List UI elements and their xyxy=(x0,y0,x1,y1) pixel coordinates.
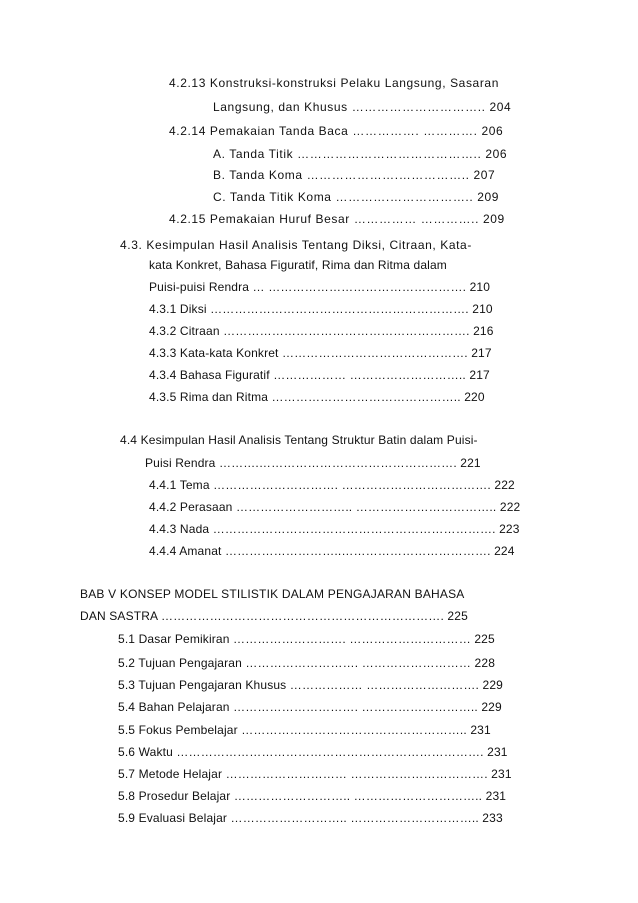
toc-chapter-bab-v-continued: DAN SASTRA ……………………………………………………………. 225 xyxy=(80,609,468,623)
toc-entry-4-4-3: 4.4.3 Nada ……………………………………………………………. 223 xyxy=(149,522,520,536)
toc-entry-tanda-titik-koma: C. Tanda Titik Koma ………….……………….. 209 xyxy=(213,190,500,204)
toc-entry-5-3: 5.3 Tujuan Pengajaran Khusus ……………… ………………………. 229 xyxy=(118,678,503,692)
toc-chapter-bab-v: BAB V KONSEP MODEL STILISTIK DALAM PENGAJARAN BAHASA xyxy=(80,587,465,601)
toc-entry-tanda-titik: A. Tanda Titik …………………………………….. 206 xyxy=(213,147,508,161)
toc-entry-5-9: 5.9 Evaluasi Belajar ……………………….. ………………………….. 233 xyxy=(118,811,503,825)
toc-entry-4-3-5: 4.3.5 Rima dan Ritma ……………………………………….. 220 xyxy=(149,390,485,404)
toc-entry-5-4: 5.4 Bahan Pelajaran …………………………. ……………………….. 229 xyxy=(118,700,502,714)
toc-entry-4-3-4: 4.3.4 Bahasa Figuratif ……………… ……………………….. 217 xyxy=(149,368,490,382)
toc-entry-4-4-4: 4.4.4 Amanat ………………………..………………………………. 224 xyxy=(149,544,515,558)
toc-entry-4-3: 4.3. Kesimpulan Hasil Analisis Tentang Diksi, Citraan, Kata- xyxy=(120,238,472,252)
toc-entry-4-2-15: 4.2.15 Pemakaian Huruf Besar …………… ………….. 209 xyxy=(169,212,505,226)
toc-entry-5-2: 5.2 Tujuan Pengajaran ………………………. ……………………… 228 xyxy=(118,656,496,670)
toc-entry-4-4-continued: Puisi Rendra ……….…………………………………………. 221 xyxy=(145,456,481,470)
toc-entry-tanda-koma: B. Tanda Koma ………………….…………….. 207 xyxy=(213,168,496,182)
toc-entry-5-7: 5.7 Metode Helajar ………………………… ……………………………. 231 xyxy=(118,767,512,781)
toc-entry-4-3-continued-2: Puisi-puisi Rendra … …………………………………………. 210 xyxy=(149,280,491,294)
toc-entry-4-4: 4.4 Kesimpulan Hasil Analisis Tentang Struktur Batin dalam Puisi- xyxy=(120,433,478,447)
toc-entry-4-3-continued-1: kata Konkret, Bahasa Figuratif, Rima dan Ritma dalam xyxy=(149,258,447,272)
toc-entry-4-2-13-continued: Langsung, dan Khusus ………………………….. 204 xyxy=(213,100,512,114)
toc-entry-5-5: 5.5 Fokus Pembelajar ……………………………………………….. 231 xyxy=(118,723,491,737)
toc-entry-4-3-3: 4.3.3 Kata-kata Konkret ………………………………………. 217 xyxy=(149,346,492,360)
toc-entry-5-1: 5.1 Dasar Pemikiran ………………………. ………………………… 225 xyxy=(118,632,495,646)
toc-entry-4-3-2: 4.3.2 Citraan ……………………………………………………. 216 xyxy=(149,324,494,338)
toc-entry-4-4-1: 4.4.1 Tema …………………………. ………………………………. 222 xyxy=(149,478,515,492)
toc-entry-4-2-14: 4.2.14 Pemakaian Tanda Baca ……………. …………. 206 xyxy=(169,124,504,138)
toc-entry-5-6: 5.6 Waktu …………………………………………………………………. 231 xyxy=(118,745,508,759)
toc-entry-5-8: 5.8 Prosedur Belajar ……………………….. ………………………….. 231 xyxy=(118,789,507,803)
toc-entry-4-3-1: 4.3.1 Diksi ………………………………………………………. 210 xyxy=(149,302,493,316)
toc-entry-4-4-2: 4.4.2 Perasaan ……………………….. …………………………….. 222 xyxy=(149,500,521,514)
toc-entry-4-2-13: 4.2.13 Konstruksi-konstruksi Pelaku Langsung, Sasaran xyxy=(169,76,499,90)
